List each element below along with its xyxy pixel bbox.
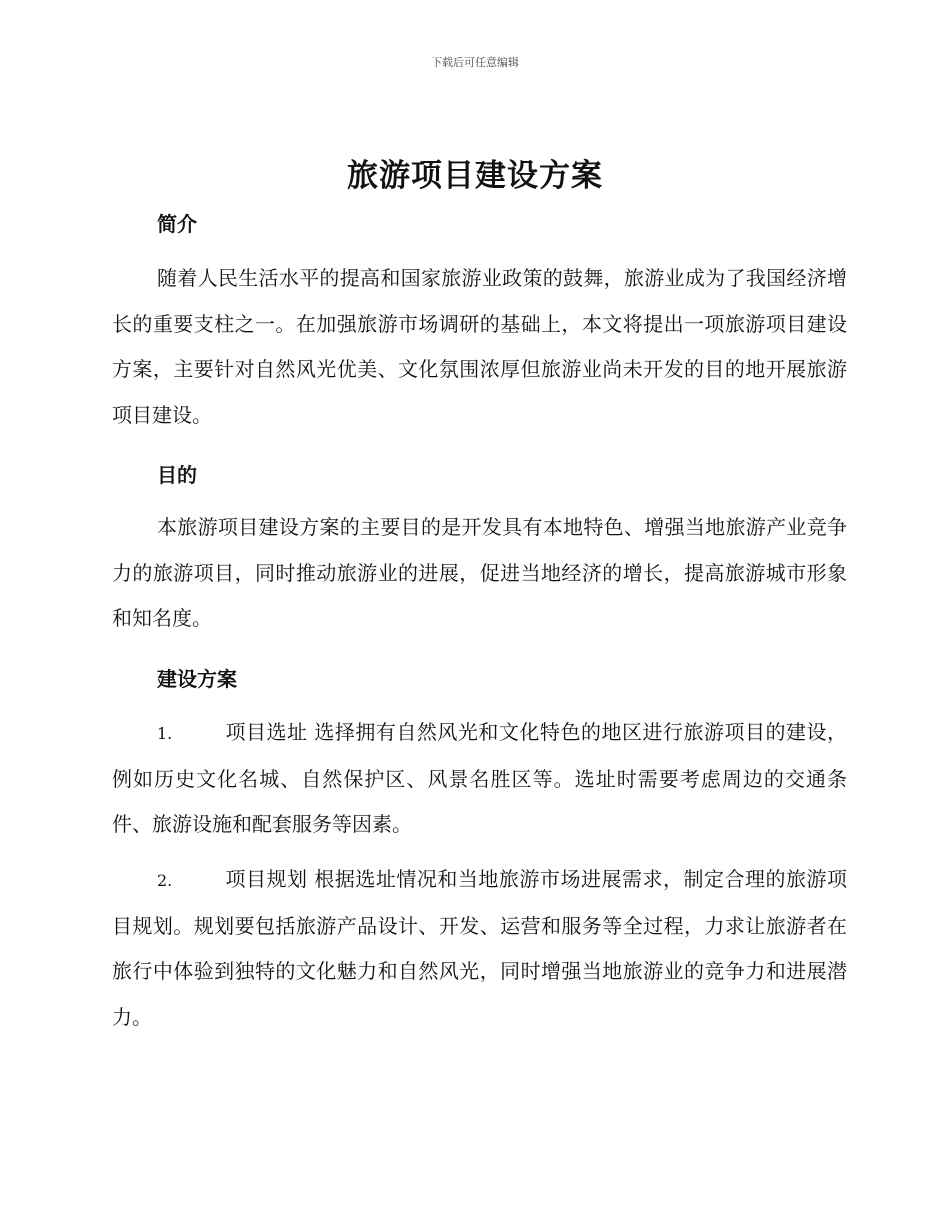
list-item-text: 项目选址 选择拥有自然风光和文化特色的地区进行旅游项目的建设，例如历史文化名城、自然保护区、风景名胜区等。选址时需要考虑周边的交通条件、旅游设施和配套服务等因素。: [112, 720, 847, 836]
list-item-number: 2.: [157, 871, 173, 890]
list-item-number: 1.: [157, 724, 173, 743]
page-header: 下载后可任意编辑: [431, 56, 519, 69]
list-item: [112, 857, 847, 1040]
section-heading-intro: 简介: [157, 212, 197, 236]
section-heading-plan: 建设方案: [157, 667, 237, 691]
document-title: 旅游项目建设方案: [347, 158, 603, 194]
section-body-intro: 随着人民生活水平的提高和国家旅游业政策的鼓舞，旅游业成为了我国经济增长的重要支柱之一。在加强旅游市场调研的基础上，本文将提出一项旅游项目建设方案，主要针对自然风光优美、文化氛围浓厚但旅游业尚未开发的目的地开展旅游项目建设。: [112, 266, 847, 427]
list-item: [112, 710, 847, 848]
section-heading-purpose: 目的: [157, 463, 197, 487]
section-body-purpose: 本旅游项目建设方案的主要目的是开发具有本地特色、增强当地旅游产业竞争力的旅游项目，同时推动旅游业的进展，促进当地经济的增长，提高旅游城市形象和知名度。: [112, 515, 847, 630]
list-item-text: 项目规划 根据选址情况和当地旅游市场进展需求，制定合理的旅游项目规划。规划要包括旅游产品设计、开发、运营和服务等全过程，力求让旅游者在旅行中体验到独特的文化魅力和自然风光，同时增强当地旅游业的竞争力和进展潜力。: [112, 867, 847, 1029]
